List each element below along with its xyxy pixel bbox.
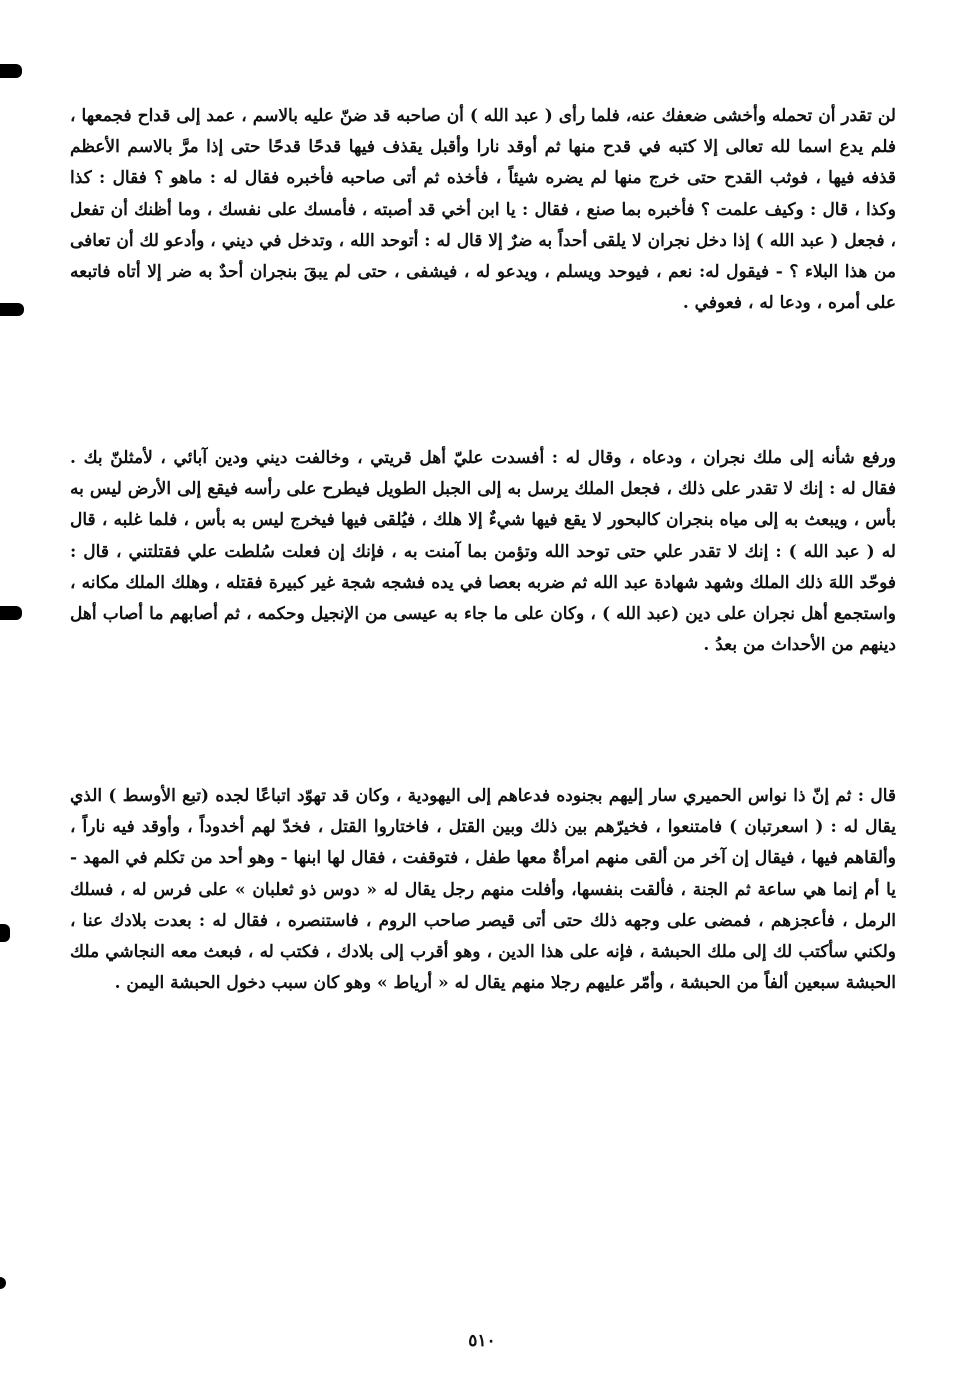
margin-ink-mark [0,606,22,620]
page-number: ٥١٠ [468,1331,496,1351]
margin-ink-mark [0,924,10,942]
margin-ink-mark [0,303,24,316]
paragraph-3: قال : ثم إنّ ذا نواس الحميري سار إليهم بجنوده فدعاهم إلى اليهودية ، وكان قد تهوّد اتباعًا لجده (تبع الأوسط ) الذي يقال له : ( اسعرتبان ) فامتنعوا ، فخيرّهم بين ذلك وبين القتل ، فاختاروا القتل ، فخدّ لهم أخدوداً ، وأوقد فيه ناراً ، وألقاهم فيها ، فيقال إن آخر من ألقى منهم امرأةٌ معها طفل ، فتوقفت ، فقال لها ابنها - وهو أحد من تكلم في المهد - يا أم إنما هي ساعة ثم الجنة ، فألقت بنفسها، وأفلت منهم رجل يقال له « دوس ذو ثعلبان » على فرس له ، فسلك الرمل ، فأعجزهم ، فمضى على وجهه ذلك حتى أتى قيصر صاحب الروم ، فاستنصره ، فقال له : بعدت بلادك عنا ، ولكني سأكتب لك إلى ملك الحبشة ، فإنه على هذا الدين ، وهو أقرب إلى بلادك ، فكتب له ، فبعث معه النجاشي ملك الحبشة سبعين ألفاً من الحبشة ، وأمّر عليهم رجلا منهم يقال له « أرياط » وهو كان سبب دخول الحبشة اليمن . [70,786,896,994]
paragraph-2: ورفع شأنه إلى ملك نجران ، ودعاه ، وقال له : أفسدت عليّ أهل قريتي ، وخالفت ديني ودين آبائي ، لأمثلنّ بك . فقال له : إنك لا تقدر على ذلك ، فجعل الملك يرسل به إلى الجبل الطويل فيطرح على رأسه فيقع إلى الأرض ليس به بأس ، ويبعث به إلى مياه بنجران كالبحور لا يقع فيها شيءٌ إلا هلك ، فيُلقى فيها فيخرج ليس به بأس ، فلما غلبه ، قال له ( عبد الله ) : إنك لا تقدر علي حتى توحد الله وتؤمن بما آمنت به ، فإنك إن فعلت سُلطت علي فقتلتني ، قال : فوحّد اللهَ ذلك الملك وشهد شهادة عبد الله ثم ضربه بعصا في يده فشجه شجة غير كبيرة فقتله ، وهلك الملك مكانه ، واستجمع أهل نجران على دين (عبد الله ) ، وكان على ما جاء به عيسى من الإنجيل وحكمه ، ثم أصابهم ما أصاب أهل دينهم من الأحداث من بعدُ . [70,448,896,656]
paragraph-1: لن تقدر أن تحمله وأخشى ضعفك عنه، فلما رأى ( عبد الله ) أن صاحبه قد ضنّ عليه بالاسم ، عمد إلى قداح فجمعها ، فلم يدع اسما لله تعالى إلا كتبه في قدح منها ثم أوقد نارا وأقبل يقذف فيها قدحًا قدحًا حتى إذا مرَّ بالاسم الأعظم قذفه فيها ، فوثب القدح حتى خرج منها لم يضره شيئاً ، فأخذه ثم أتى صاحبه فأخبره فقال له : ماهو ؟ فقال : كذا وكذا ، قال : وكيف علمت ؟ فأخبره بما صنع ، فقال : يا ابن أخي قد أصبته ، فأمسك على نفسك ، وما أظنك أن تفعل ، فجعل ( عبد الله ) إذا دخل نجران لا يلقى أحداً به ضرٌ إلا قال له : أتوحد الله ، وتدخل في ديني ، وأدعو لك أن تعافى من هذا البلاء ؟ - فيقول له: نعم ، فيوحد ويسلم ، ويدعو له ، فيشفى ، حتى لم يبقَ بنجران أحدٌ به ضر إلا أتاه فاتبعه على أمره ، ودعا له ، فعوفي . [70,106,896,314]
margin-ink-mark [0,1277,6,1289]
margin-ink-mark [0,64,22,78]
